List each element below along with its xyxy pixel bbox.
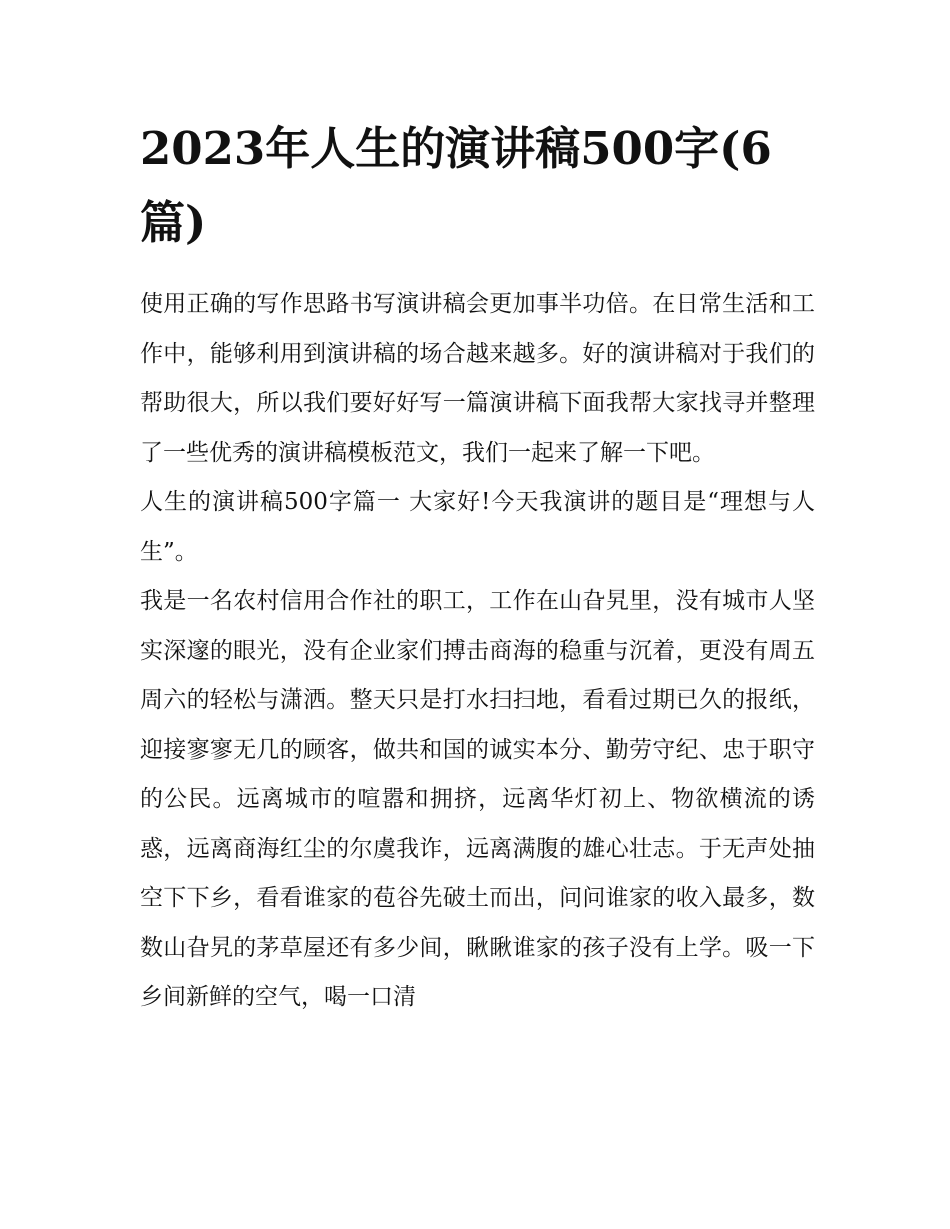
paragraph-section-heading: 人生的演讲稿500字篇一 大家好!今天我演讲的题目是“理想与人生”。 — [140, 489, 815, 565]
document-body — [140, 280, 815, 1023]
document-title: 2023年人生的演讲稿500字(6篇) — [140, 122, 772, 249]
paragraph-body: 我是一名农村信用合作社的职工，工作在山旮旯里，没有城市人坚实深邃的眼光，没有企业家们搏击商海的稳重与沉着，更没有周五周六的轻松与潇洒。整天只是打水扫扫地，看看过期已久的报纸，迎接寥寥无几的顾客，做共和国的诚实本分、勤劳守纪、忠于职守的公民。远离城市的喧嚣和拥挤，远离华灯初上、物欲横流的诱惑，远离商海红尘的尔虞我诈，远离满腹的雄心壮志。于无声处抽空下下乡，看看谁家的苞谷先破土而出，问问谁家的收入最多，数数山旮旯的茅草屋还有多少间，瞅瞅谁家的孩子没有上学。吸一下乡间新鲜的空气，喝一口清 — [140, 588, 815, 1010]
paragraph-intro: 使用正确的写作思路书写演讲稿会更加事半功倍。在日常生活和工作中，能够利用到演讲稿的场合越来越多。好的演讲稿对于我们的帮助很大，所以我们要好好写一篇演讲稿下面我帮大家找寻并整理了一些优秀的演讲稿模板范文，我们一起来了解一下吧。 — [140, 291, 815, 466]
